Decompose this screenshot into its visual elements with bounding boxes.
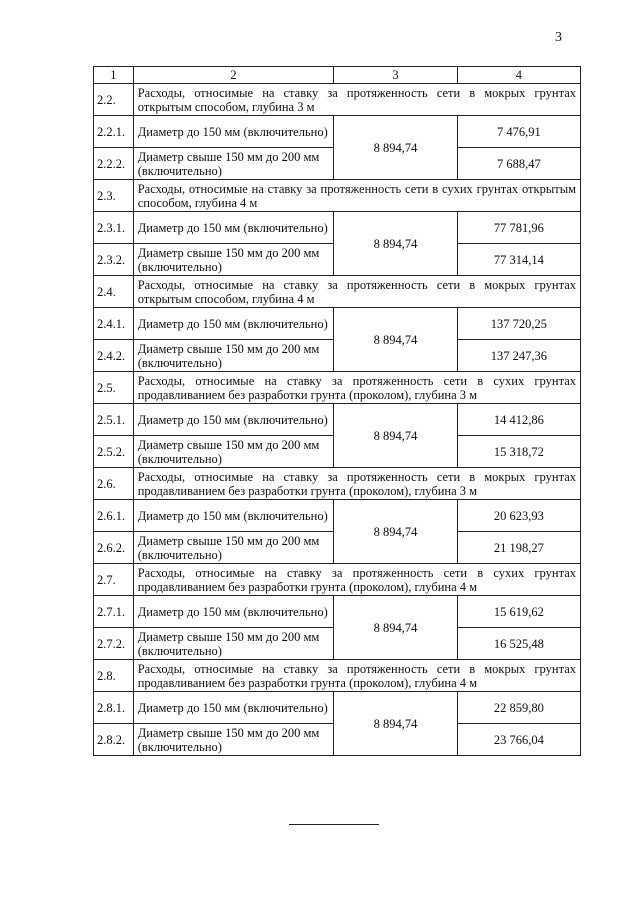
section-row bbox=[94, 276, 581, 308]
row-number: 2.5.2. bbox=[94, 436, 134, 468]
value-cell: 16 525,48 bbox=[457, 628, 580, 660]
header-cell-2: 2 bbox=[133, 67, 334, 84]
section-number: 2.3. bbox=[94, 180, 134, 212]
rate-cell: 8 894,74 bbox=[334, 596, 457, 660]
section-row bbox=[94, 468, 581, 500]
rate-cell: 8 894,74 bbox=[334, 500, 457, 564]
value-cell: 15 619,62 bbox=[457, 596, 580, 628]
section-row bbox=[94, 180, 581, 212]
row-description: Диаметр до 150 мм (включительно) bbox=[133, 692, 334, 724]
tariff-table bbox=[93, 66, 581, 756]
value-cell: 22 859,80 bbox=[457, 692, 580, 724]
row-description: Диаметр свыше 150 мм до 200 мм (включительно) bbox=[133, 628, 334, 660]
rate-cell: 8 894,74 bbox=[334, 212, 457, 276]
row-description: Диаметр до 150 мм (включительно) bbox=[133, 116, 334, 148]
rate-cell: 8 894,74 bbox=[334, 692, 457, 756]
value-cell: 77 781,96 bbox=[457, 212, 580, 244]
table-body bbox=[94, 67, 581, 756]
table-row bbox=[94, 212, 581, 244]
page-number: 3 bbox=[555, 30, 562, 45]
section-title: Расходы, относимые на ставку за протяженность сети в сухих грунтах продавливанием без разработки грунта (проколом), глубина 3 м bbox=[133, 372, 580, 404]
value-cell: 23 766,04 bbox=[457, 724, 580, 756]
row-description: Диаметр до 150 мм (включительно) bbox=[133, 308, 334, 340]
section-title: Расходы, относимые на ставку за протяженность сети в мокрых грунтах открытым способом, глубина 3 м bbox=[133, 84, 580, 116]
section-row bbox=[94, 660, 581, 692]
section-number: 2.6. bbox=[94, 468, 134, 500]
footer-divider bbox=[289, 824, 379, 825]
value-cell: 14 412,86 bbox=[457, 404, 580, 436]
section-row bbox=[94, 372, 581, 404]
section-title: Расходы, относимые на ставку за протяженность сети в сухих грунтах продавливанием без разработки грунта (проколом), глубина 4 м bbox=[133, 564, 580, 596]
row-number: 2.6.2. bbox=[94, 532, 134, 564]
row-number: 2.3.1. bbox=[94, 212, 134, 244]
row-number: 2.2.1. bbox=[94, 116, 134, 148]
section-number: 2.4. bbox=[94, 276, 134, 308]
table-row bbox=[94, 596, 581, 628]
section-number: 2.2. bbox=[94, 84, 134, 116]
row-number: 2.2.2. bbox=[94, 148, 134, 180]
value-cell: 7 688,47 bbox=[457, 148, 580, 180]
row-description: Диаметр свыше 150 мм до 200 мм (включительно) bbox=[133, 340, 334, 372]
value-cell: 77 314,14 bbox=[457, 244, 580, 276]
table-row bbox=[94, 308, 581, 340]
row-description: Диаметр свыше 150 мм до 200 мм (включительно) bbox=[133, 148, 334, 180]
table-row bbox=[94, 116, 581, 148]
rate-cell: 8 894,74 bbox=[334, 116, 457, 180]
value-cell: 15 318,72 bbox=[457, 436, 580, 468]
table-row bbox=[94, 404, 581, 436]
header-cell-1: 1 bbox=[94, 67, 134, 84]
row-number: 2.8.1. bbox=[94, 692, 134, 724]
row-number: 2.6.1. bbox=[94, 500, 134, 532]
rate-cell: 8 894,74 bbox=[334, 404, 457, 468]
row-number: 2.8.2. bbox=[94, 724, 134, 756]
row-description: Диаметр до 150 мм (включительно) bbox=[133, 596, 334, 628]
row-number: 2.5.1. bbox=[94, 404, 134, 436]
rate-cell: 8 894,74 bbox=[334, 308, 457, 372]
row-number: 2.4.1. bbox=[94, 308, 134, 340]
section-title: Расходы, относимые на ставку за протяженность сети в мокрых грунтах открытым способом, глубина 4 м bbox=[133, 276, 580, 308]
table-row bbox=[94, 692, 581, 724]
section-title: Расходы, относимые на ставку за протяженность сети в мокрых грунтах продавливанием без разработки грунта (проколом), глубина 3 м bbox=[133, 468, 580, 500]
header-cell-3: 3 bbox=[334, 67, 457, 84]
row-description: Диаметр свыше 150 мм до 200 мм (включительно) bbox=[133, 244, 334, 276]
row-description: Диаметр до 150 мм (включительно) bbox=[133, 500, 334, 532]
row-number: 2.3.2. bbox=[94, 244, 134, 276]
section-row bbox=[94, 564, 581, 596]
section-number: 2.8. bbox=[94, 660, 134, 692]
header-cell-4: 4 bbox=[457, 67, 580, 84]
section-row bbox=[94, 84, 581, 116]
row-description: Диаметр свыше 150 мм до 200 мм (включительно) bbox=[133, 436, 334, 468]
section-number: 2.5. bbox=[94, 372, 134, 404]
section-title: Расходы, относимые на ставку за протяженность сети в сухих грунтах открытым способом, глубина 4 м bbox=[133, 180, 580, 212]
section-title: Расходы, относимые на ставку за протяженность сети в мокрых грунтах продавливанием без разработки грунта (проколом), глубина 4 м bbox=[133, 660, 580, 692]
row-description: Диаметр свыше 150 мм до 200 мм (включительно) bbox=[133, 532, 334, 564]
table-header-row bbox=[94, 67, 581, 84]
value-cell: 137 720,25 bbox=[457, 308, 580, 340]
value-cell: 7 476,91 bbox=[457, 116, 580, 148]
row-number: 2.4.2. bbox=[94, 340, 134, 372]
row-description: Диаметр до 150 мм (включительно) bbox=[133, 212, 334, 244]
table-row bbox=[94, 500, 581, 532]
row-number: 2.7.2. bbox=[94, 628, 134, 660]
section-number: 2.7. bbox=[94, 564, 134, 596]
row-description: Диаметр до 150 мм (включительно) bbox=[133, 404, 334, 436]
value-cell: 21 198,27 bbox=[457, 532, 580, 564]
value-cell: 137 247,36 bbox=[457, 340, 580, 372]
row-description: Диаметр свыше 150 мм до 200 мм (включительно) bbox=[133, 724, 334, 756]
value-cell: 20 623,93 bbox=[457, 500, 580, 532]
row-number: 2.7.1. bbox=[94, 596, 134, 628]
